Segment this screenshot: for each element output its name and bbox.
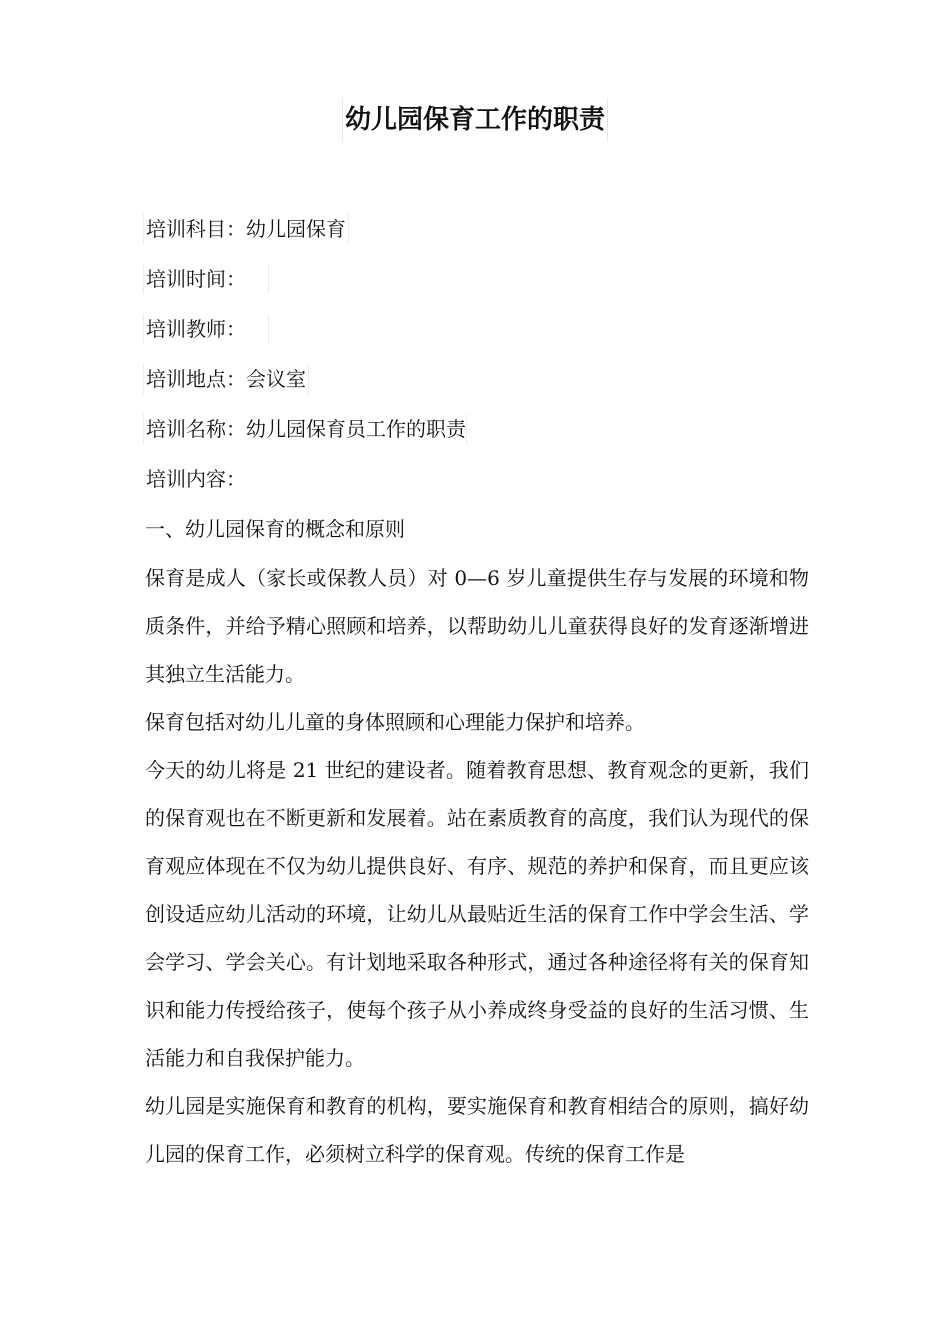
training-time: 培训时间： — [143, 264, 269, 294]
document-title: 幼儿园保育工作的职责 — [342, 98, 608, 142]
paragraph: 今天的幼儿将是 21 世纪的建设者。随着教育思想、教育观念的更新，我们的保育观也在不断更新和发展着。站在素质教育的高度，我们认为现代的保育观应体现在不仅为幼儿提供良好、有序、规范的养护和保育，而且更应该创设适应幼儿活动的环境，让幼儿从最贴近生活的保育工作中学会生活、学会学习、学会关心。有计划地采取各种形式，通过各种途径将有关的保育知识和能力传授给孩子，使每个孩子从小养成终身受益的良好的生活习惯、生活能力和自我保护能力。 — [145, 758, 809, 1070]
meta-row-subject — [143, 204, 823, 254]
meta-row-name — [143, 404, 823, 454]
paragraph: 幼儿园是实施保育和教育的机构，要实施保育和教育相结合的原则，搞好幼儿园的保育工作，必须树立科学的保育观。传统的保育工作是 — [145, 1094, 809, 1166]
section-heading: 一、幼儿园保育的概念和原则 — [145, 517, 405, 541]
title-area — [0, 98, 950, 142]
training-info — [143, 204, 823, 504]
paragraph: 保育包括对幼儿儿童的身体照顾和心理能力保护和培养。 — [145, 710, 645, 734]
meta-row-location — [143, 354, 823, 404]
meta-row-teacher — [143, 304, 823, 354]
document-body — [145, 504, 809, 1178]
paragraph: 保育是成人（家长或保教人员）对 0—6 岁儿童提供生存与发展的环境和物质条件，并给予精心照顾和培养，以帮助幼儿儿童获得良好的发育逐渐增进其独立生活能力。 — [145, 566, 809, 686]
meta-row-content — [143, 454, 823, 504]
training-content-label: 培训内容： — [146, 467, 246, 491]
meta-row-time — [143, 254, 823, 304]
training-name: 培训名称：幼儿园保育员工作的职责 — [143, 414, 467, 444]
training-teacher: 培训教师： — [143, 314, 269, 344]
training-location: 培训地点：会议室 — [143, 364, 309, 394]
training-subject: 培训科目：幼儿园保育 — [143, 214, 349, 244]
